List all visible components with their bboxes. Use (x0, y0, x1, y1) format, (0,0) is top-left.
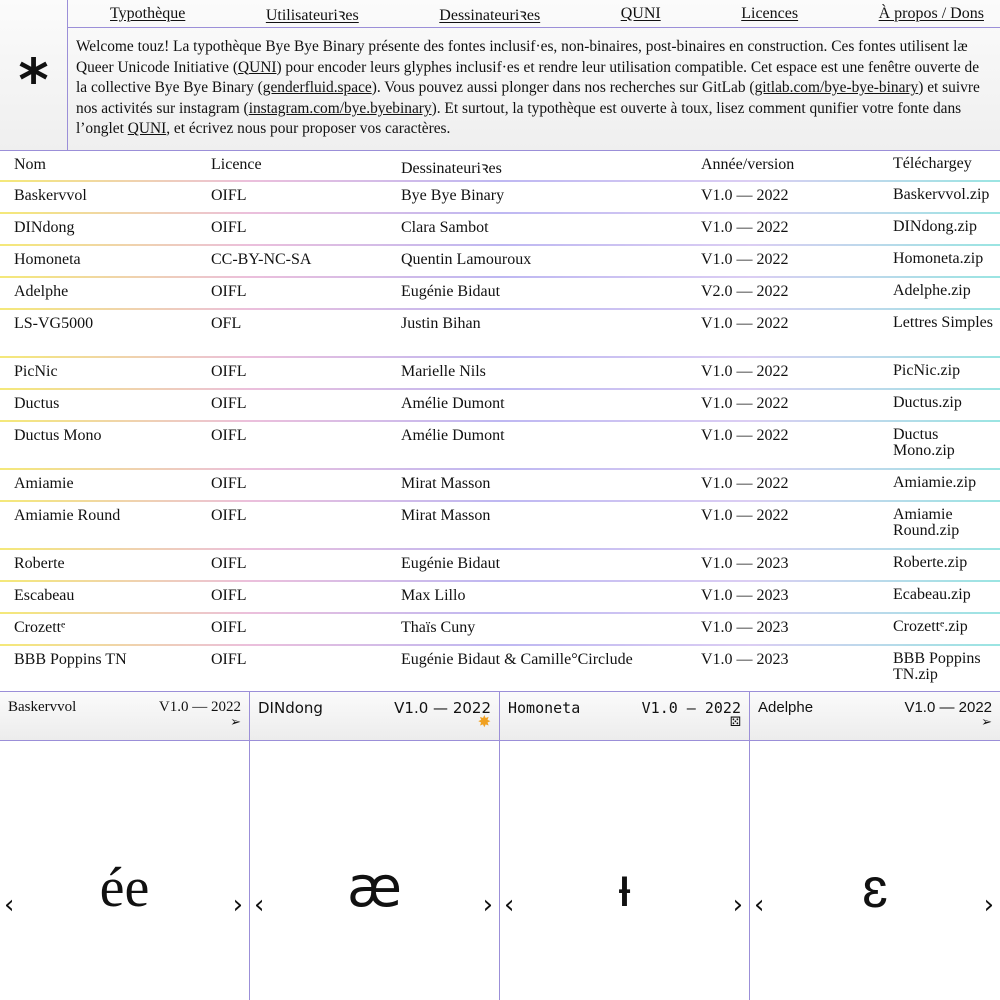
font-license: OIFL (211, 283, 247, 300)
font-version: V1.0 — 2022 (701, 395, 789, 412)
preview-header (500, 692, 749, 741)
preview-font-name[interactable]: Baskervvol (8, 699, 77, 715)
prev-glyph-button[interactable]: ‹ (754, 890, 765, 920)
download-link[interactable]: Ecabeau.zip (893, 586, 971, 603)
font-version: V2.0 — 2022 (701, 283, 789, 300)
font-designer: Mirat Masson (401, 475, 491, 492)
logo[interactable] (0, 0, 68, 150)
preview-font-name[interactable]: DINdong (258, 699, 323, 717)
font-designer: Eugénie Bidaut & Camille°Circlude (401, 651, 633, 668)
download-link[interactable]: Homoneta.zip (893, 250, 984, 267)
font-name: Baskervvol (14, 187, 87, 204)
font-license: OFL (211, 315, 242, 332)
intro-part: ). Vous pouvez aussi plonger dans nos recherches sur GitLab ( (371, 79, 755, 97)
glyph-preview: æ (347, 855, 402, 920)
table-row[interactable] (0, 358, 1000, 390)
download-link[interactable]: PicNic.zip (893, 362, 961, 379)
intro-part: ) pour encoder leurs glyphes inclusif·es et rendre leur utilisation compatible. Cet espace est une fenêtre ouverte de la collective Bye Bye Binary ( (76, 58, 980, 97)
download-link[interactable]: Crozettᵉ.zip (893, 618, 968, 635)
font-name: Roberte (14, 555, 65, 572)
preview-font-name[interactable]: Adelphe (758, 699, 814, 716)
prev-glyph-button[interactable]: ‹ (254, 890, 265, 920)
font-designer: Thaïs Cuny (401, 619, 476, 636)
font-license: OIFL (211, 363, 247, 380)
intro-part: Welcome touz! La typothèque Bye Bye Binary présente des fontes inclusif·es, non-binaires, post-binaires en construction. Ces fontes utilisent læ Queer Unicode Initiative ( (76, 38, 968, 76)
font-version: V1.0 — 2022 (701, 219, 789, 236)
preview-header (250, 692, 499, 741)
table-row[interactable] (0, 182, 1000, 214)
table-row[interactable] (0, 470, 1000, 502)
prev-glyph-button[interactable]: ‹ (504, 890, 515, 920)
font-designer: Eugénie Bidaut (401, 283, 501, 300)
quni-tab-link[interactable]: QUNI (127, 120, 167, 138)
genderfluid-link[interactable]: genderfluid.space (262, 79, 372, 97)
next-glyph-button[interactable]: › (232, 890, 243, 920)
font-version: V1.0 — 2022 (701, 187, 789, 204)
font-version: V1.0 — 2023 (701, 651, 789, 668)
intro-text (76, 37, 992, 140)
nav-utilisateurices[interactable]: Utilisateuriꝛes (265, 6, 359, 24)
table-row[interactable] (0, 582, 1000, 614)
preview-header (0, 692, 249, 741)
font-license: CC-BY-NC-SA (211, 251, 312, 268)
font-designer: Amélie Dumont (401, 395, 505, 412)
preview-version: V1.0 — 2022 (394, 699, 491, 717)
font-license: OIFL (211, 619, 247, 636)
download-link[interactable]: Lettres Simples (893, 314, 993, 331)
table-row[interactable] (0, 390, 1000, 422)
nav-dessinateurices[interactable]: Dessinateuriꝛes (439, 6, 541, 24)
download-link[interactable]: Baskervvol.zip (893, 186, 990, 203)
font-name: LS-VG5000 (14, 315, 94, 332)
col-header-nom[interactable]: Nom (14, 156, 46, 173)
asterisk-logo-icon[interactable]: * (18, 46, 49, 114)
download-link[interactable]: Ductus Mono.zip (893, 426, 955, 459)
font-license: OIFL (211, 187, 247, 204)
dice-icon: ⚄ (729, 715, 741, 730)
main-nav (68, 0, 1000, 28)
font-designer: Mirat Masson (401, 507, 491, 524)
font-name: Escabeau (14, 587, 75, 604)
download-link[interactable]: Amiamie Round.zip (893, 506, 960, 539)
next-glyph-button[interactable]: › (983, 890, 994, 920)
table-row[interactable] (0, 214, 1000, 246)
font-preview-card (500, 692, 750, 1000)
glyph-preview: ɛ (862, 856, 888, 919)
gitlab-link[interactable]: gitlab.com/bye-bye-binary (754, 79, 919, 97)
starburst-icon: ✸ (477, 712, 491, 731)
table-row[interactable] (0, 614, 1000, 646)
arrow-icon: ➢ (981, 715, 992, 730)
font-name: DINdong (14, 219, 75, 236)
font-version: V1.0 — 2022 (701, 251, 789, 268)
font-designer: Amélie Dumont (401, 427, 505, 444)
font-name: Amiamie Round (14, 507, 121, 524)
preview-font-name[interactable]: Homoneta (508, 699, 581, 717)
preview-version: V1.0 — 2022 (158, 699, 241, 715)
intro-part: ) et suivre nos activités sur instagram ( (76, 79, 980, 117)
font-license: OIFL (211, 427, 247, 444)
table-row[interactable] (0, 310, 1000, 358)
col-header-licence[interactable]: Licence (211, 156, 262, 173)
font-name: Homoneta (14, 251, 81, 268)
font-designer: Eugénie Bidaut (401, 555, 501, 572)
nav-a-propos-dons[interactable]: À propos / Dons (878, 4, 984, 22)
download-link[interactable]: DINdong.zip (893, 218, 977, 235)
nav-typotheque[interactable]: Typothèque (110, 4, 186, 22)
table-row[interactable] (0, 246, 1000, 278)
font-version: V1.0 — 2023 (701, 555, 789, 572)
font-designer: Justin Bihan (401, 315, 481, 332)
font-license: OIFL (211, 555, 247, 572)
font-designer: Quentin Lamouroux (401, 251, 532, 268)
next-glyph-button[interactable]: › (732, 890, 743, 920)
font-license: OIFL (211, 587, 247, 604)
font-license: OIFL (211, 651, 247, 668)
font-name: PicNic (14, 363, 58, 380)
fonts-table (0, 150, 1000, 691)
font-preview-card (250, 692, 500, 1000)
font-preview-card (750, 692, 1000, 1000)
font-version: V1.0 — 2022 (701, 427, 789, 444)
font-version: V1.0 — 2023 (701, 587, 789, 604)
table-row[interactable] (0, 550, 1000, 582)
col-header-annee-version[interactable]: Année/version (701, 156, 795, 173)
glyph-preview: ée (99, 857, 150, 919)
font-name: Ductus (14, 395, 60, 412)
site-header (0, 0, 1000, 150)
font-previews (0, 691, 1000, 1000)
table-row[interactable] (0, 422, 1000, 470)
font-version: V1.0 — 2023 (701, 619, 789, 636)
download-link[interactable]: Roberte.zip (893, 554, 968, 571)
nav-quni[interactable]: QUNI (620, 4, 661, 22)
quni-link[interactable]: QUNI (237, 58, 277, 76)
font-designer: Clara Sambot (401, 219, 489, 236)
font-name: Adelphe (14, 283, 69, 300)
table-row[interactable] (0, 278, 1000, 310)
font-license: OIFL (211, 475, 247, 492)
preview-version: V1.0 — 2022 (904, 699, 992, 716)
table-row[interactable] (0, 646, 1000, 694)
font-version: V1.0 — 2022 (701, 475, 789, 492)
table-header (0, 150, 1000, 182)
download-link[interactable]: BBB Poppins TN.zip (893, 650, 981, 683)
glyph-preview: ᵼ (607, 855, 642, 920)
font-designer: Marielle Nils (401, 363, 486, 380)
font-name: BBB Poppins TN (14, 651, 127, 668)
col-header-dessinateurices[interactable]: Dessinateuriꝛes (401, 160, 502, 177)
font-name: Ductus Mono (14, 427, 102, 444)
font-license: OIFL (211, 219, 247, 236)
arrow-icon: ➢ (230, 715, 241, 730)
download-link[interactable]: Ductus.zip (893, 394, 962, 411)
font-designer: Max Lillo (401, 587, 466, 604)
next-glyph-button[interactable]: › (482, 890, 493, 920)
prev-glyph-button[interactable]: ‹ (4, 890, 15, 920)
instagram-link[interactable]: instagram.com/bye.byebinary (248, 99, 432, 117)
intro-part: , et écrivez nous pour proposer vos caractères. (166, 120, 451, 138)
col-header-telechargey[interactable]: Téléchargey (893, 155, 972, 172)
table-row[interactable] (0, 502, 1000, 550)
intro-part: ). Et surtout, la typothèque est ouverte à toux, lisez comment qunifier votre fonte dans l’onglet (76, 99, 962, 138)
preview-header (750, 692, 1000, 741)
font-license: OIFL (211, 507, 247, 524)
preview-version: V1.0 — 2022 (641, 699, 741, 717)
font-name: Crozettᵉ (14, 619, 66, 636)
font-name: Amiamie (14, 475, 74, 492)
font-preview-card (0, 692, 250, 1000)
font-version: V1.0 — 2022 (701, 363, 789, 380)
nav-licences[interactable]: Licences (741, 4, 799, 22)
font-license: OIFL (211, 395, 247, 412)
font-version: V1.0 — 2022 (701, 507, 789, 524)
font-version: V1.0 — 2022 (701, 315, 789, 332)
font-designer: Bye Bye Binary (401, 187, 505, 204)
download-link[interactable]: Adelphe.zip (893, 282, 971, 299)
download-link[interactable]: Amiamie.zip (893, 474, 977, 491)
